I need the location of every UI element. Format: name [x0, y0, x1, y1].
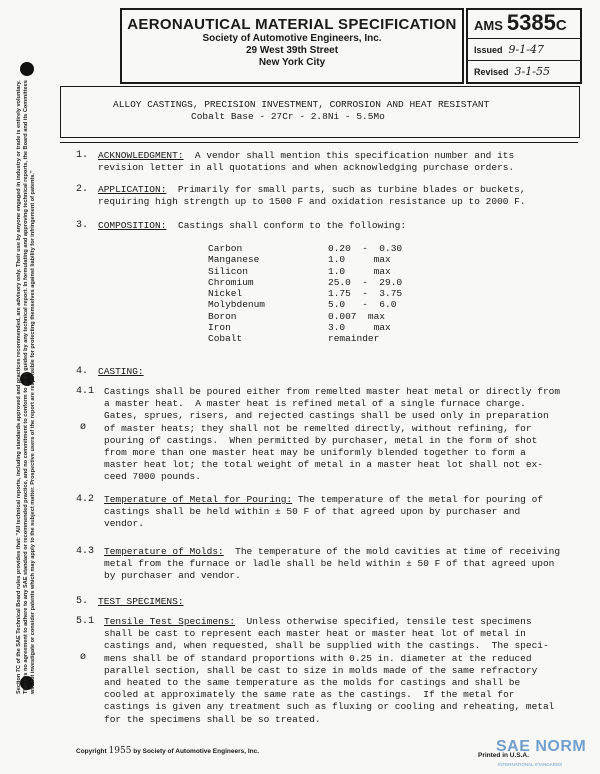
ams-number-box [466, 8, 582, 84]
copyright-footer [76, 746, 259, 756]
element-name: Manganese [208, 254, 260, 266]
section-text-4-1: Castings shall be poured either from remelted master heat metal or directly from a master heat. A master heat is refined metal of a single furnace charge. Gates, sprues, risers, and rejected castings shall be used only in preparation of master heats; they shall not be remelted directly, without refining, for pouring of castings. When permitted by purchaser, metal in the form of shot from more than one master heat may be uniformly blended together to form a master heat lot; the total weight of metal in a master heat lot shall not ex- ceed 7000 pounds. [104, 386, 561, 483]
issued-label: Issued [474, 44, 503, 55]
revision-mark: ø [80, 422, 87, 433]
element-limit: 0.20 - 0.30 [328, 243, 403, 254]
ams-number: 5385 [506, 10, 556, 35]
material-title-line1: ALLOY CASTINGS, PRECISION INVESTMENT, CORROSION AND HEAT RESISTANT [113, 99, 490, 110]
section-heading-test-specimens: TEST SPECIMENS: [98, 596, 184, 607]
copyright-prefix: Copyright [76, 748, 107, 755]
section-number: 2. [76, 184, 89, 195]
ams-revision: C [555, 17, 567, 34]
element-name: Nickel [208, 288, 243, 300]
section-text-5-1: Unless otherwise specified, tensile test specimens shall be cast to represent each master heat or master heat lot of metal in castings and, when requested, shall be supplied with the castings. The speci- mens shall be of standard proportions with 0.25 in. diameter at the reduced parallel section, shall be cast to size in molds made of the same refractory and heated to the same temperature as the molds for castings and shall be cooled at approximately the same rate as the castings. If the metal for castings is given any treatment such as fluxing or cooling and reheating, metal for the specimens shall be so treated. [104, 616, 555, 725]
watermark-logo: SAE NORM [496, 738, 587, 755]
composition-limits [328, 243, 402, 345]
revised-label: Revised [474, 66, 509, 77]
spec-title-heading: AERONAUTICAL MATERIAL SPECIFICATION [127, 16, 457, 33]
issued-date: 9-1-47 [508, 43, 544, 56]
element-limit: remainder [328, 333, 380, 345]
subsection-heading-4-3: Temperature of Molds: [104, 546, 224, 557]
element-limit: 1.0 max [328, 265, 391, 277]
subsection-number: 4.1 [76, 386, 95, 397]
section-text-acknowledgment: A vendor shall mention this specification number and its revision letter in all quotations and when acknowledging purchase orders. [98, 150, 515, 174]
element-name: Chromium [208, 276, 254, 288]
element-name: Carbon [208, 243, 243, 254]
element-limit: 1.0 max [328, 254, 391, 266]
ams-label: AMS [474, 18, 503, 33]
copyright-suffix: by Society of Automotive Engineers, Inc. [133, 748, 260, 755]
element-name: Iron [208, 322, 231, 334]
composition-intro: Castings shall conform to the following: [178, 220, 407, 231]
element-limit: 1.75 - 3.75 [328, 288, 403, 300]
subsection-heading-4-2: Temperature of Metal for Pouring: [104, 494, 293, 505]
section-heading-application: APPLICATION: [98, 184, 167, 195]
element-name: Cobalt [208, 333, 243, 345]
section-number: 1. [76, 150, 89, 161]
material-title-box [60, 86, 580, 138]
watermark-subtitle: INTERNATIONAL STANDARDS [498, 762, 563, 767]
section-text-4-2: The temperature of the metal for pouring of castings shall be held within ± 50 F of that agreed upon by purchaser and vendor. [104, 494, 543, 530]
subsection-number: 5.1 [76, 616, 95, 627]
copyright-year: 1955 [108, 746, 132, 756]
divider [60, 142, 578, 143]
element-limit: 3.0 max [328, 322, 391, 334]
spec-header [120, 8, 464, 84]
section-number: 3. [76, 220, 89, 231]
element-limit: 25.0 - 29.0 [328, 276, 403, 288]
section-number: 5. [76, 596, 89, 607]
element-limit: 0.007 max [328, 310, 386, 322]
element-name: Silicon [208, 265, 248, 277]
society-street: 29 West 39th Street [245, 45, 339, 56]
subsection-number: 4.2 [76, 494, 95, 505]
section-heading-composition: COMPOSITION: [98, 220, 167, 231]
element-name: Molybdenum [208, 299, 266, 311]
subsection-number: 4.3 [76, 546, 95, 557]
material-title-line2: Cobalt Base - 27Cr - 2.8Ni - 5.5Mo [191, 111, 385, 122]
society-city: New York City [258, 57, 326, 68]
section-text-4-3: The temperature of the mold cavities at time of receiving metal from the furnace or ladle shall be held within ± 50 F of that agreed upon by purchaser and vendor. [104, 546, 561, 582]
section-text-application: Primarily for small parts, such as turbine blades or buckets, requiring high strength up to 1500 F and oxidation resistance up to 2000 F. [98, 184, 526, 208]
subsection-heading-5-1: Tensile Test Specimens: [104, 616, 236, 627]
printed-in-label: Printed in U.S.A. [478, 752, 529, 759]
section-heading-acknowledgment: ACKNOWLEDGMENT: [98, 150, 184, 161]
element-name: Boron [208, 310, 237, 322]
section-number: 4. [76, 366, 89, 377]
composition-elements [208, 243, 265, 345]
section-heading-casting: CASTING: [98, 366, 144, 377]
revised-date: 3-1-55 [514, 65, 550, 78]
revision-mark: ø [80, 652, 87, 663]
side-legal-notice: Section 7C of the SAE Technical Board rules provides that: "All technical reports, including standards approved and practices recommended, are advisory only. Their use by anyone engaged in industry or trade is entirely voluntary. There is no agreement to adhere to any SAE standard or recommended practice, and no commitment to conform to or be guided by any technical report. In formulating and approving technical reports, the Board and its Committees will not investigate or consider patents which may apply to the subject matter. Prospective users of the report are responsible for protecting themselves against liability for infringement of patents." [16, 80, 36, 694]
element-limit: 5.0 - 6.0 [328, 299, 397, 311]
society-name: Society of Automotive Engineers, Inc. [202, 33, 382, 44]
